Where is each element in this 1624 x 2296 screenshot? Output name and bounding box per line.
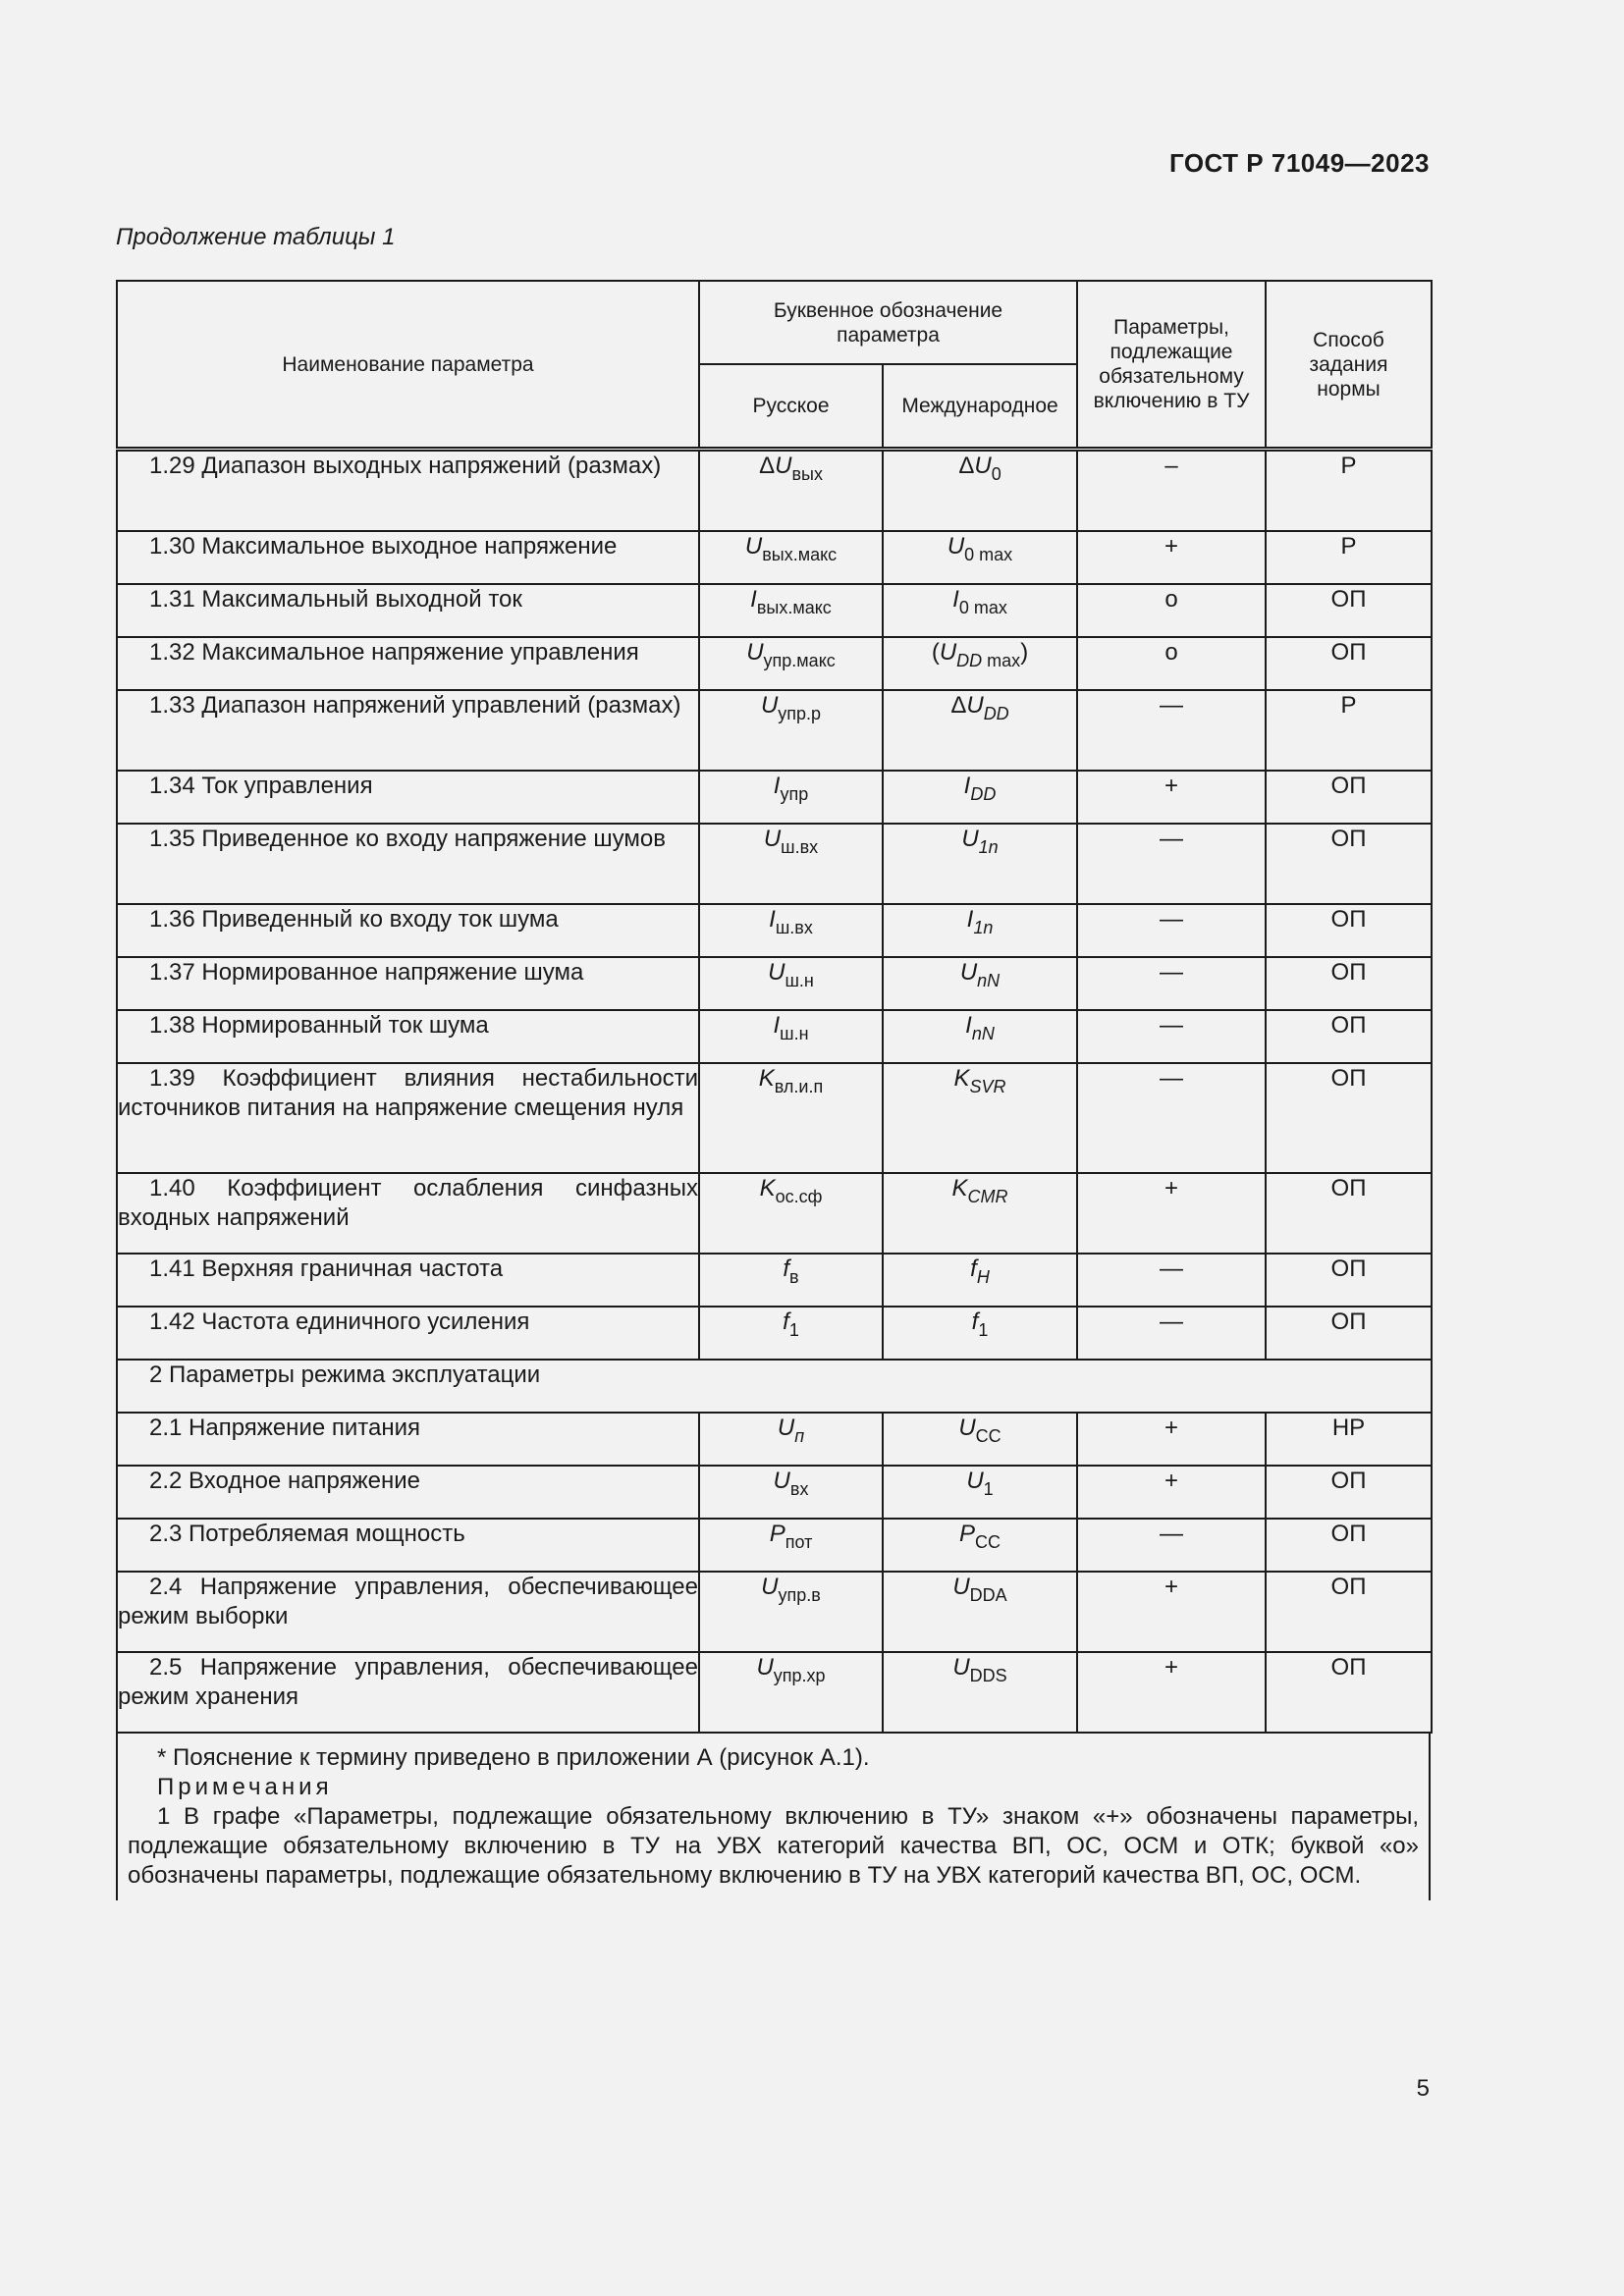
russian-symbol: $U_{упр.р}$ bbox=[699, 690, 883, 771]
international-symbol: $U_1$ bbox=[883, 1466, 1077, 1519]
norm-method: ОП bbox=[1266, 904, 1432, 957]
table-row bbox=[117, 771, 1432, 824]
page-number: 5 bbox=[1416, 2075, 1430, 2102]
header-letter: Буквенное обозначение параметра bbox=[699, 281, 1077, 364]
table-row bbox=[117, 690, 1432, 771]
russian-symbol: $f_1$ bbox=[699, 1307, 883, 1360]
norm-method: НР bbox=[1266, 1413, 1432, 1466]
international-symbol: $(U_{DD max})$ bbox=[883, 637, 1077, 690]
international-symbol: $U_{CC}$ bbox=[883, 1413, 1077, 1466]
table-notes bbox=[116, 1734, 1431, 1900]
note-1: 1 В графе «Параметры, подлежащие обязательному включению в ТУ» знаком «+» обозначены параметры, подлежащие обязательному включению в ТУ на УВХ категорий качества ВП, ОС, ОСМ и ОТК; буквой «о» обозначены параметры, подлежащие обязательному включению в ТУ на УВХ категорий качества ВП, ОС, ОСМ. bbox=[128, 1803, 1419, 1889]
table-row bbox=[117, 1063, 1432, 1173]
norm-method: ОП bbox=[1266, 957, 1432, 1010]
russian-symbol: $\Delta U_{вых}$ bbox=[699, 450, 883, 532]
russian-symbol: $U_{вых.макс}$ bbox=[699, 531, 883, 584]
norm-method: ОП bbox=[1266, 1466, 1432, 1519]
parameter-name: 1.35 Приведенное ко входу напряжение шумов bbox=[117, 824, 699, 904]
norm-method: ОП bbox=[1266, 771, 1432, 824]
norm-method: ОП bbox=[1266, 637, 1432, 690]
table-row bbox=[117, 904, 1432, 957]
international-symbol: $U_{nN}$ bbox=[883, 957, 1077, 1010]
table-row bbox=[117, 450, 1432, 532]
parameter-name: 1.39 Коэффициент влияния нестабильности источников питания на напряжение смещения нуля bbox=[117, 1063, 699, 1173]
mandatory-mark: + bbox=[1077, 1173, 1266, 1254]
parameter-name: 1.42 Частота единичного усиления bbox=[117, 1307, 699, 1360]
parameter-name: 2.5 Напряжение управления, обеспечивающее режим хранения bbox=[117, 1652, 699, 1733]
document-number: ГОСТ Р 71049—2023 bbox=[1168, 148, 1430, 178]
parameter-name: 1.29 Диапазон выходных напряжений (размах) bbox=[117, 450, 699, 532]
international-symbol: $K_{CMR}$ bbox=[883, 1173, 1077, 1254]
header-name: Наименование параметра bbox=[117, 281, 699, 450]
norm-method: Р bbox=[1266, 450, 1432, 532]
table-row bbox=[117, 957, 1432, 1010]
parameter-name: 1.37 Нормированное напряжение шума bbox=[117, 957, 699, 1010]
table-caption: Продолжение таблицы 1 bbox=[116, 224, 396, 250]
russian-symbol: $U_п$ bbox=[699, 1413, 883, 1466]
parameter-name: 1.32 Максимальное напряжение управления bbox=[117, 637, 699, 690]
norm-method: ОП bbox=[1266, 824, 1432, 904]
table-row bbox=[117, 637, 1432, 690]
international-symbol: $I_{1n}$ bbox=[883, 904, 1077, 957]
international-symbol: $\Delta U_0$ bbox=[883, 450, 1077, 532]
header-method: Способ задания нормы bbox=[1266, 281, 1432, 450]
russian-symbol: $U_{упр.макс}$ bbox=[699, 637, 883, 690]
international-symbol: $I_{nN}$ bbox=[883, 1010, 1077, 1063]
mandatory-mark: о bbox=[1077, 584, 1266, 637]
russian-symbol: $U_{упр.хр}$ bbox=[699, 1652, 883, 1733]
norm-method: ОП bbox=[1266, 1519, 1432, 1572]
mandatory-mark: + bbox=[1077, 531, 1266, 584]
table-row bbox=[117, 1010, 1432, 1063]
parameter-name: 1.38 Нормированный ток шума bbox=[117, 1010, 699, 1063]
table-row bbox=[117, 1360, 1432, 1413]
table-row bbox=[117, 1572, 1432, 1652]
mandatory-mark: + bbox=[1077, 1466, 1266, 1519]
parameter-name: 1.36 Приведенный ко входу ток шума bbox=[117, 904, 699, 957]
norm-method: ОП bbox=[1266, 584, 1432, 637]
norm-method: ОП bbox=[1266, 1173, 1432, 1254]
mandatory-mark: + bbox=[1077, 1572, 1266, 1652]
norm-method: ОП bbox=[1266, 1572, 1432, 1652]
russian-symbol: $K_{ос.сф}$ bbox=[699, 1173, 883, 1254]
russian-symbol: $U_{ш.вх}$ bbox=[699, 824, 883, 904]
norm-method: Р bbox=[1266, 531, 1432, 584]
international-symbol: $I_{0 max}$ bbox=[883, 584, 1077, 637]
russian-symbol: $I_{ш.н}$ bbox=[699, 1010, 883, 1063]
norm-method: ОП bbox=[1266, 1307, 1432, 1360]
norm-method: ОП bbox=[1266, 1010, 1432, 1063]
table-row bbox=[117, 1307, 1432, 1360]
mandatory-mark: — bbox=[1077, 957, 1266, 1010]
mandatory-mark: — bbox=[1077, 1063, 1266, 1173]
parameter-name: 1.41 Верхняя граничная частота bbox=[117, 1254, 699, 1307]
parameter-name: 2.2 Входное напряжение bbox=[117, 1466, 699, 1519]
mandatory-mark: — bbox=[1077, 904, 1266, 957]
mandatory-mark: о bbox=[1077, 637, 1266, 690]
parameter-name: 1.31 Максимальный выходной ток bbox=[117, 584, 699, 637]
footnote: * Пояснение к термину приведено в приложении А (рисунок А.1). bbox=[157, 1744, 870, 1771]
mandatory-mark: + bbox=[1077, 1652, 1266, 1733]
table-row bbox=[117, 1466, 1432, 1519]
table-row bbox=[117, 1413, 1432, 1466]
table-row bbox=[117, 531, 1432, 584]
norm-method: ОП bbox=[1266, 1063, 1432, 1173]
section-title: 2 Параметры режима эксплуатации bbox=[117, 1360, 1432, 1413]
international-symbol: $U_{DDS}$ bbox=[883, 1652, 1077, 1733]
international-symbol: $P_{CC}$ bbox=[883, 1519, 1077, 1572]
parameter-name: 2.1 Напряжение питания bbox=[117, 1413, 699, 1466]
header-mandatory: Параметры, подлежащие обязательному включению в ТУ bbox=[1077, 281, 1266, 450]
parameters-table bbox=[116, 280, 1431, 1900]
table-row bbox=[117, 824, 1432, 904]
russian-symbol: $U_{вх}$ bbox=[699, 1466, 883, 1519]
mandatory-mark: — bbox=[1077, 1307, 1266, 1360]
norm-method: ОП bbox=[1266, 1254, 1432, 1307]
international-symbol: $U_{0 max}$ bbox=[883, 531, 1077, 584]
parameter-name: 2.3 Потребляемая мощность bbox=[117, 1519, 699, 1572]
mandatory-mark: — bbox=[1077, 824, 1266, 904]
norm-method: ОП bbox=[1266, 1652, 1432, 1733]
parameter-name: 1.30 Максимальное выходное напряжение bbox=[117, 531, 699, 584]
mandatory-mark: — bbox=[1077, 1254, 1266, 1307]
international-symbol: $K_{SVR}$ bbox=[883, 1063, 1077, 1173]
russian-symbol: $I_{вых.макс}$ bbox=[699, 584, 883, 637]
parameter-name: 2.4 Напряжение управления, обеспечивающее режим выборки bbox=[117, 1572, 699, 1652]
mandatory-mark: — bbox=[1077, 690, 1266, 771]
parameter-name: 1.34 Ток управления bbox=[117, 771, 699, 824]
russian-symbol: $I_{упр}$ bbox=[699, 771, 883, 824]
table-row bbox=[117, 584, 1432, 637]
table-row bbox=[117, 1173, 1432, 1254]
norm-method: Р bbox=[1266, 690, 1432, 771]
table-row bbox=[117, 1652, 1432, 1733]
russian-symbol: $I_{ш.вх}$ bbox=[699, 904, 883, 957]
header-russian: Русское bbox=[699, 364, 883, 450]
russian-symbol: $P_{пот}$ bbox=[699, 1519, 883, 1572]
international-symbol: $f_1$ bbox=[883, 1307, 1077, 1360]
mandatory-mark: + bbox=[1077, 771, 1266, 824]
mandatory-mark: — bbox=[1077, 1010, 1266, 1063]
notes-title: Примечания bbox=[157, 1774, 333, 1800]
russian-symbol: $K_{вл.и.п}$ bbox=[699, 1063, 883, 1173]
international-symbol: $f_H$ bbox=[883, 1254, 1077, 1307]
international-symbol: $U_{1n}$ bbox=[883, 824, 1077, 904]
mandatory-mark: – bbox=[1077, 450, 1266, 532]
russian-symbol: $f_в$ bbox=[699, 1254, 883, 1307]
russian-symbol: $U_{ш.н}$ bbox=[699, 957, 883, 1010]
russian-symbol: $U_{упр.в}$ bbox=[699, 1572, 883, 1652]
international-symbol: $U_{DDA}$ bbox=[883, 1572, 1077, 1652]
table-row bbox=[117, 1519, 1432, 1572]
mandatory-mark: — bbox=[1077, 1519, 1266, 1572]
mandatory-mark: + bbox=[1077, 1413, 1266, 1466]
table-row bbox=[117, 1254, 1432, 1307]
parameter-name: 1.40 Коэффициент ослабления синфазных входных напряжений bbox=[117, 1173, 699, 1254]
international-symbol: $I_{DD}$ bbox=[883, 771, 1077, 824]
header-international: Международное bbox=[883, 364, 1077, 450]
parameter-name: 1.33 Диапазон напряжений управлений (размах) bbox=[117, 690, 699, 771]
international-symbol: $\Delta U_{DD}$ bbox=[883, 690, 1077, 771]
